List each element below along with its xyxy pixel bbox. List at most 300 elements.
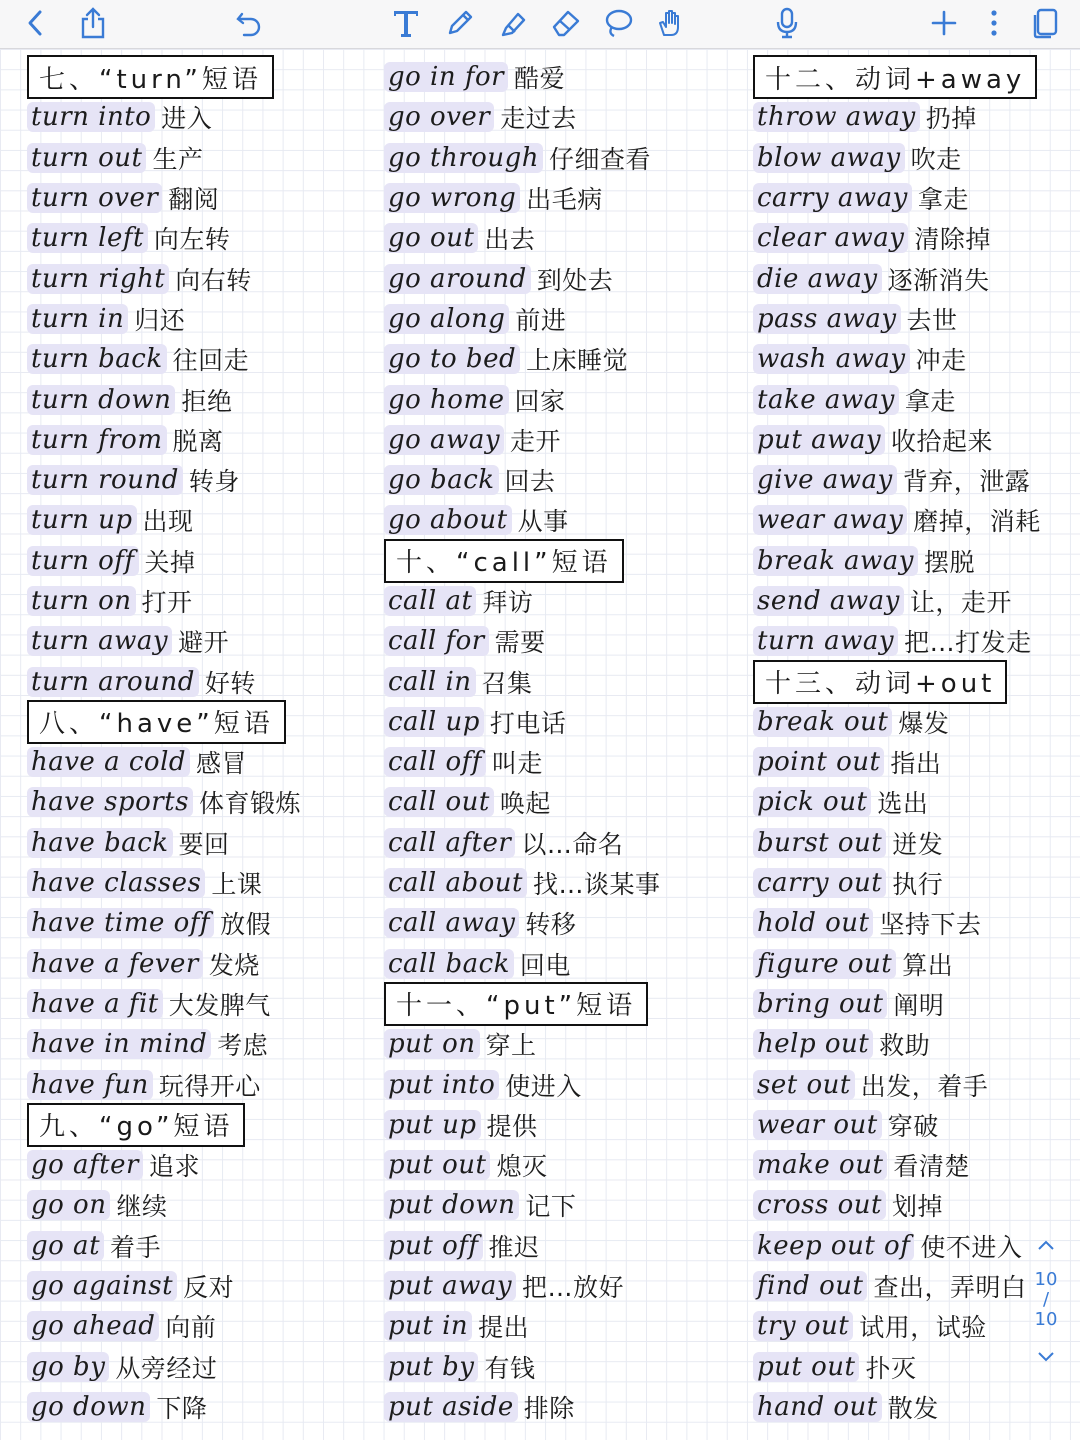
undo-icon[interactable] bbox=[232, 6, 266, 40]
phrase-chinese: 打电话 bbox=[489, 708, 567, 738]
phrase-english: go on bbox=[27, 1190, 110, 1220]
phrase-chinese: 让，走开 bbox=[909, 588, 1012, 617]
phrase-entry bbox=[27, 1347, 301, 1387]
phrase-entry bbox=[27, 823, 301, 863]
phrase-english: have classes bbox=[27, 868, 205, 898]
phrase-entry bbox=[753, 1024, 1041, 1064]
eraser-icon[interactable] bbox=[548, 6, 584, 40]
phrase-chinese: 回电 bbox=[519, 950, 571, 980]
phrase-chinese: 唤起 bbox=[499, 789, 551, 819]
phrase-chinese: 拒绝 bbox=[181, 386, 233, 416]
phrase-chinese: 救助 bbox=[879, 1031, 931, 1061]
phrase-entry bbox=[27, 299, 301, 339]
page-indicator[interactable] bbox=[1026, 1238, 1066, 1398]
phrase-entry bbox=[27, 1226, 301, 1266]
section-heading-box: 十、“call”短语 bbox=[384, 539, 624, 583]
phrase-english: have sports bbox=[27, 787, 193, 817]
phrase-english: point out bbox=[753, 747, 884, 777]
phrase-english: put aside bbox=[384, 1392, 518, 1422]
phrase-chinese: 召集 bbox=[481, 668, 533, 698]
phrase-english: put up bbox=[384, 1110, 481, 1140]
phrase-english: call back bbox=[384, 949, 514, 979]
phrase-chinese: 叫走 bbox=[491, 749, 543, 779]
page-separator: / bbox=[1042, 1289, 1050, 1310]
page-current: 10 bbox=[1034, 1309, 1058, 1330]
phrase-entry bbox=[753, 379, 1041, 419]
phrase-entry bbox=[384, 299, 660, 339]
phrase-entry bbox=[753, 1306, 1041, 1346]
highlighter-icon[interactable] bbox=[496, 6, 532, 40]
phrase-entry bbox=[27, 138, 301, 178]
phrase-entry bbox=[27, 581, 301, 621]
phrase-chinese: 出现 bbox=[142, 507, 194, 537]
hand-icon[interactable] bbox=[652, 6, 688, 40]
phrase-entry bbox=[753, 420, 1041, 460]
phrase-english: throw away bbox=[753, 102, 920, 132]
phrase-entry bbox=[27, 1306, 301, 1346]
phrase-entry bbox=[753, 1387, 1041, 1427]
phrase-entry bbox=[384, 702, 660, 742]
phrase-entry bbox=[27, 500, 301, 540]
phrase-entry bbox=[384, 742, 660, 782]
back-chevron-icon[interactable] bbox=[20, 6, 50, 40]
phrase-english: die away bbox=[753, 264, 882, 294]
phrase-entry bbox=[753, 1226, 1041, 1266]
phrase-english: set out bbox=[753, 1070, 855, 1100]
phrase-entry bbox=[753, 1105, 1041, 1145]
phrase-chinese: 下降 bbox=[156, 1393, 208, 1423]
microphone-icon[interactable] bbox=[772, 6, 802, 40]
phrase-entry bbox=[753, 299, 1041, 339]
section-heading-box: 十三、动词+out bbox=[753, 660, 1007, 704]
phrase-entry bbox=[384, 661, 660, 701]
phrase-english: make out bbox=[753, 1150, 887, 1180]
phrase-chinese: 去世 bbox=[906, 305, 958, 335]
phrase-chinese: 打开 bbox=[141, 588, 193, 617]
phrase-english: take away bbox=[753, 385, 899, 415]
phrase-chinese: 以…命名 bbox=[521, 829, 624, 859]
phrase-chinese: 大发脾气 bbox=[168, 990, 271, 1020]
phrase-chinese: 阐明 bbox=[893, 990, 945, 1020]
phrase-chinese: 穿上 bbox=[485, 1031, 537, 1061]
phrase-chinese: 进入 bbox=[161, 104, 213, 134]
phrase-english: figure out bbox=[753, 949, 896, 979]
phrase-entry bbox=[384, 57, 660, 97]
phrase-entry bbox=[27, 1185, 301, 1225]
page-up-icon[interactable] bbox=[1036, 1238, 1056, 1252]
phrase-chinese: 转身 bbox=[188, 467, 240, 497]
phrase-english: go against bbox=[27, 1271, 177, 1301]
column-2 bbox=[384, 57, 660, 1427]
phrase-entry bbox=[753, 1347, 1041, 1387]
phrase-chinese: 回去 bbox=[504, 467, 556, 497]
phrase-chinese: 背弃，泄露 bbox=[902, 467, 1031, 497]
phrase-entry bbox=[384, 1226, 660, 1266]
phrase-entry bbox=[27, 742, 301, 782]
phrase-chinese: 走开 bbox=[510, 426, 562, 456]
phrase-english: send away bbox=[753, 586, 904, 616]
phrase-entry bbox=[27, 258, 301, 298]
phrase-chinese: 穿破 bbox=[887, 1111, 939, 1141]
phrase-chinese: 找…谈某事 bbox=[532, 870, 661, 900]
phrase-entry bbox=[753, 823, 1041, 863]
phrase-english: go around bbox=[384, 264, 531, 294]
phrase-entry bbox=[753, 903, 1041, 943]
phrase-chinese: 摆脱 bbox=[923, 547, 975, 577]
phrase-chinese: 有钱 bbox=[484, 1353, 536, 1383]
plus-icon[interactable] bbox=[928, 6, 960, 40]
phrase-entry bbox=[27, 541, 301, 581]
phrase-entry bbox=[384, 138, 660, 178]
phrase-chinese: 记下 bbox=[525, 1192, 577, 1222]
section-heading-box: 七、“turn”短语 bbox=[27, 55, 274, 99]
phrase-chinese: 好转 bbox=[204, 668, 256, 698]
phrase-entry bbox=[384, 863, 660, 903]
phrase-english: put down bbox=[384, 1190, 519, 1220]
phrase-english: burst out bbox=[753, 828, 886, 858]
phrase-english: go ahead bbox=[27, 1311, 159, 1341]
phrase-english: turn on bbox=[27, 586, 136, 616]
phrase-chinese: 清除掉 bbox=[914, 225, 991, 255]
section-heading bbox=[753, 661, 1041, 701]
phrase-english: have a cold bbox=[27, 747, 190, 777]
phrase-english: call up bbox=[384, 707, 484, 737]
phrase-chinese: 试用，试验 bbox=[859, 1313, 987, 1343]
phrase-entry bbox=[384, 1306, 660, 1346]
phrase-entry bbox=[384, 1145, 660, 1185]
phrase-entry bbox=[753, 944, 1041, 984]
phrase-english: put into bbox=[384, 1070, 499, 1100]
phrase-entry bbox=[384, 782, 660, 822]
phrase-entry bbox=[384, 1347, 660, 1387]
phrase-english: call for bbox=[384, 626, 489, 656]
phrase-english: go to bed bbox=[384, 344, 520, 374]
phrase-entry bbox=[27, 661, 301, 701]
phrase-chinese: 收拾起来 bbox=[891, 426, 994, 456]
phrase-chinese: 拜访 bbox=[482, 588, 534, 617]
phrase-chinese: 指出 bbox=[890, 749, 942, 779]
phrase-english: have fun bbox=[27, 1070, 153, 1100]
phrase-entry bbox=[27, 1266, 301, 1306]
phrase-english: put by bbox=[384, 1352, 478, 1382]
phrase-entry bbox=[753, 138, 1041, 178]
phrase-english: go about bbox=[384, 505, 512, 535]
phrase-entry bbox=[753, 1185, 1041, 1225]
phrase-entry bbox=[384, 903, 660, 943]
phrase-entry bbox=[27, 782, 301, 822]
phrase-chinese: 出毛病 bbox=[526, 185, 603, 215]
note-page[interactable] bbox=[0, 49, 1080, 1440]
phrase-english: go along bbox=[384, 304, 509, 334]
phrase-english: have a fever bbox=[27, 949, 203, 979]
phrase-chinese: 考虑 bbox=[217, 1031, 269, 1061]
phrase-english: turn away bbox=[27, 626, 172, 656]
phrase-chinese: 使不进入 bbox=[920, 1232, 1023, 1262]
phrase-entry bbox=[27, 339, 301, 379]
phrase-english: turn round bbox=[27, 465, 183, 495]
phrase-english: call in bbox=[384, 667, 476, 697]
phrase-english: hold out bbox=[753, 908, 873, 938]
phrase-entry bbox=[384, 581, 660, 621]
phrase-english: go at bbox=[27, 1231, 104, 1261]
text-tool-icon[interactable] bbox=[388, 6, 424, 40]
phrase-english: try out bbox=[753, 1311, 853, 1341]
section-heading bbox=[384, 541, 660, 581]
phrase-chinese: 使进入 bbox=[505, 1071, 582, 1101]
phrase-chinese: 扑灭 bbox=[865, 1353, 917, 1383]
phrase-chinese: 迸发 bbox=[892, 829, 944, 859]
phrase-chinese: 执行 bbox=[892, 870, 944, 900]
phrase-chinese: 看清楚 bbox=[893, 1152, 970, 1182]
pen-icon[interactable] bbox=[442, 6, 478, 40]
phrase-english: call after bbox=[384, 828, 515, 858]
phrase-chinese: 需要 bbox=[494, 628, 546, 658]
phrase-entry bbox=[753, 541, 1041, 581]
phrase-chinese: 避开 bbox=[178, 628, 230, 658]
phrase-english: call away bbox=[384, 908, 519, 938]
phrase-chinese: 转移 bbox=[525, 910, 577, 940]
phrase-english: cross out bbox=[753, 1190, 886, 1220]
phrase-chinese: 逐渐消失 bbox=[887, 265, 990, 295]
top-toolbar bbox=[0, 0, 1080, 49]
phrase-english: go through bbox=[384, 143, 543, 173]
phrase-english: put out bbox=[753, 1352, 859, 1382]
phrase-english: call about bbox=[384, 868, 527, 898]
phrase-chinese: 熄灭 bbox=[496, 1152, 548, 1182]
phrase-entry bbox=[384, 1105, 660, 1145]
phrase-english: call at bbox=[384, 586, 476, 616]
phrase-english: wear out bbox=[753, 1110, 882, 1140]
section-heading-box: 八、“have”短语 bbox=[27, 700, 286, 744]
section-heading bbox=[27, 702, 301, 742]
phrase-chinese: 推迟 bbox=[488, 1232, 540, 1262]
phrase-english: blow away bbox=[753, 143, 905, 173]
phrase-chinese: 出发，着手 bbox=[860, 1071, 989, 1101]
phrase-entry bbox=[384, 823, 660, 863]
phrase-english: turn out bbox=[27, 143, 146, 173]
phrase-chinese: 向左转 bbox=[153, 225, 231, 255]
phrase-entry bbox=[384, 1064, 660, 1104]
phrase-chinese: 到处去 bbox=[536, 265, 614, 295]
phrase-english: go down bbox=[27, 1392, 150, 1422]
phrase-chinese: 上床睡觉 bbox=[526, 346, 629, 376]
phrase-chinese: 向前 bbox=[165, 1313, 217, 1343]
phrase-chinese: 从事 bbox=[517, 507, 569, 537]
column-1 bbox=[27, 57, 301, 1427]
phrase-chinese: 要回 bbox=[178, 829, 230, 859]
phrase-english: carry out bbox=[753, 868, 886, 898]
phrase-english: turn left bbox=[27, 223, 148, 253]
phrase-chinese: 继续 bbox=[116, 1192, 168, 1222]
phrase-entry bbox=[753, 1266, 1041, 1306]
phrase-english: find out bbox=[753, 1271, 867, 1301]
phrase-entry bbox=[384, 379, 660, 419]
phrase-english: carry away bbox=[753, 183, 912, 213]
phrase-entry bbox=[27, 1387, 301, 1427]
phrase-english: go away bbox=[384, 425, 504, 455]
phrase-chinese: 体育锻炼 bbox=[198, 789, 301, 819]
phrase-chinese: 生产 bbox=[152, 144, 204, 174]
phrase-english: put on bbox=[384, 1029, 480, 1059]
phrase-english: pass away bbox=[753, 304, 901, 334]
phrase-english: put away bbox=[753, 425, 885, 455]
phrase-entry bbox=[753, 97, 1041, 137]
phrase-english: put out bbox=[384, 1150, 490, 1180]
phrase-entry bbox=[753, 702, 1041, 742]
phrase-chinese: 磨掉，消耗 bbox=[913, 507, 1041, 537]
phrase-chinese: 着手 bbox=[110, 1232, 162, 1262]
phrase-chinese: 翻阅 bbox=[168, 185, 220, 215]
phrase-english: wash away bbox=[753, 344, 910, 374]
page-down-icon[interactable] bbox=[1036, 1350, 1056, 1364]
phrase-entry bbox=[753, 621, 1041, 661]
phrase-entry bbox=[384, 339, 660, 379]
phrase-english: turn away bbox=[753, 626, 898, 656]
phrase-english: have time off bbox=[27, 908, 214, 938]
page-total: 10 bbox=[1034, 1269, 1058, 1290]
phrase-entry bbox=[384, 97, 660, 137]
phrase-chinese: 查出，弄明白 bbox=[873, 1273, 1027, 1303]
phrase-entry bbox=[27, 1145, 301, 1185]
phrase-english: put away bbox=[384, 1271, 516, 1301]
phrase-english: break out bbox=[753, 707, 892, 737]
phrase-chinese: 上课 bbox=[211, 870, 263, 900]
phrase-chinese: 把…打发走 bbox=[904, 628, 1032, 658]
phrase-entry bbox=[27, 218, 301, 258]
phrase-entry bbox=[753, 1064, 1041, 1104]
phrase-entry bbox=[384, 1387, 660, 1427]
phrase-english: go by bbox=[27, 1352, 109, 1382]
phrase-entry bbox=[753, 218, 1041, 258]
phrase-chinese: 关掉 bbox=[144, 547, 196, 577]
phrase-chinese: 排除 bbox=[523, 1393, 575, 1423]
phrase-entry bbox=[27, 420, 301, 460]
phrase-chinese: 提出 bbox=[478, 1313, 530, 1343]
phrase-chinese: 感冒 bbox=[196, 749, 248, 779]
phrase-chinese: 仔细查看 bbox=[548, 144, 651, 174]
phrase-chinese: 选出 bbox=[877, 789, 929, 819]
phrase-chinese: 划掉 bbox=[891, 1192, 943, 1222]
phrase-chinese: 追求 bbox=[148, 1152, 200, 1182]
phrase-chinese: 出去 bbox=[484, 225, 536, 255]
phrase-entry bbox=[27, 903, 301, 943]
phrase-entry bbox=[753, 460, 1041, 500]
section-heading bbox=[27, 57, 301, 97]
phrase-entry bbox=[384, 460, 660, 500]
phrase-entry bbox=[27, 944, 301, 984]
phrase-chinese: 散发 bbox=[887, 1393, 939, 1423]
phrase-entry bbox=[753, 742, 1041, 782]
phrase-chinese: 脱离 bbox=[172, 426, 224, 456]
phrase-english: turn from bbox=[27, 425, 167, 455]
phrase-chinese: 爆发 bbox=[898, 708, 950, 738]
phrase-chinese: 扔掉 bbox=[925, 104, 977, 134]
phrase-english: go out bbox=[384, 223, 478, 253]
section-heading bbox=[384, 984, 660, 1024]
phrase-entry bbox=[384, 218, 660, 258]
phrase-entry bbox=[27, 621, 301, 661]
phrase-entry bbox=[753, 258, 1041, 298]
phrase-chinese: 玩得开心 bbox=[158, 1071, 261, 1101]
phrase-english: turn off bbox=[27, 546, 139, 576]
phrase-english: go wrong bbox=[384, 183, 520, 213]
phrase-english: have in mind bbox=[27, 1029, 211, 1059]
phrase-english: turn back bbox=[27, 344, 167, 374]
phrase-english: hand out bbox=[753, 1392, 882, 1422]
more-icon[interactable] bbox=[984, 6, 1004, 40]
phrase-english: turn into bbox=[27, 102, 155, 132]
phrase-entry bbox=[27, 379, 301, 419]
phrase-entry bbox=[753, 782, 1041, 822]
phrase-chinese: 算出 bbox=[902, 950, 954, 980]
phrase-entry bbox=[753, 1145, 1041, 1185]
phrase-entry bbox=[27, 97, 301, 137]
phrase-chinese: 前进 bbox=[515, 305, 567, 335]
column-3 bbox=[753, 57, 1041, 1427]
lasso-icon[interactable] bbox=[600, 6, 636, 40]
phrase-english: break away bbox=[753, 546, 918, 576]
phrase-entry bbox=[384, 1024, 660, 1064]
phrase-entry bbox=[27, 460, 301, 500]
phrase-chinese: 向右转 bbox=[175, 265, 252, 295]
phrase-chinese: 反对 bbox=[183, 1273, 235, 1303]
phrase-entry bbox=[384, 178, 660, 218]
phrase-english: go after bbox=[27, 1150, 143, 1180]
phrase-entry bbox=[27, 1064, 301, 1104]
phrase-chinese: 把…放好 bbox=[522, 1273, 625, 1303]
pages-icon[interactable] bbox=[1028, 6, 1062, 40]
phrase-chinese: 拿走 bbox=[917, 185, 969, 215]
section-heading bbox=[27, 1105, 301, 1145]
phrase-entry bbox=[384, 258, 660, 298]
section-heading-box: 九、“go”短语 bbox=[27, 1103, 245, 1147]
phrase-entry bbox=[27, 984, 301, 1024]
phrase-entry bbox=[753, 984, 1041, 1024]
phrase-entry bbox=[27, 863, 301, 903]
phrase-english: call off bbox=[384, 747, 486, 777]
section-heading-box: 十一、“put”短语 bbox=[384, 982, 648, 1026]
phrase-entry bbox=[753, 500, 1041, 540]
section-heading-box: 十二、动词+away bbox=[753, 55, 1037, 99]
phrase-english: wear away bbox=[753, 505, 907, 535]
phrase-english: go home bbox=[384, 385, 509, 415]
phrase-chinese: 坚持下去 bbox=[879, 910, 982, 940]
phrase-entry bbox=[27, 178, 301, 218]
phrase-entry bbox=[384, 1185, 660, 1225]
phrase-english: have a fit bbox=[27, 989, 163, 1019]
phrase-entry bbox=[384, 944, 660, 984]
phrase-english: have back bbox=[27, 828, 173, 858]
phrase-chinese: 吹走 bbox=[910, 144, 962, 174]
phrase-chinese: 从旁经过 bbox=[115, 1353, 218, 1383]
phrase-english: put off bbox=[384, 1231, 483, 1261]
phrase-chinese: 回家 bbox=[514, 386, 566, 416]
phrase-chinese: 往回走 bbox=[172, 346, 250, 376]
phrase-chinese: 酷爱 bbox=[514, 64, 566, 94]
phrase-english: pick out bbox=[753, 787, 871, 817]
phrase-english: turn down bbox=[27, 385, 175, 415]
share-icon[interactable] bbox=[76, 6, 110, 40]
phrase-english: turn up bbox=[27, 505, 137, 535]
phrase-entry bbox=[384, 621, 660, 661]
phrase-entry bbox=[753, 863, 1041, 903]
phrase-entry bbox=[384, 500, 660, 540]
phrase-english: help out bbox=[753, 1029, 873, 1059]
phrase-english: turn around bbox=[27, 667, 199, 697]
phrase-english: turn over bbox=[27, 183, 162, 213]
phrase-chinese: 提供 bbox=[486, 1111, 538, 1141]
phrase-chinese: 冲走 bbox=[915, 346, 967, 376]
